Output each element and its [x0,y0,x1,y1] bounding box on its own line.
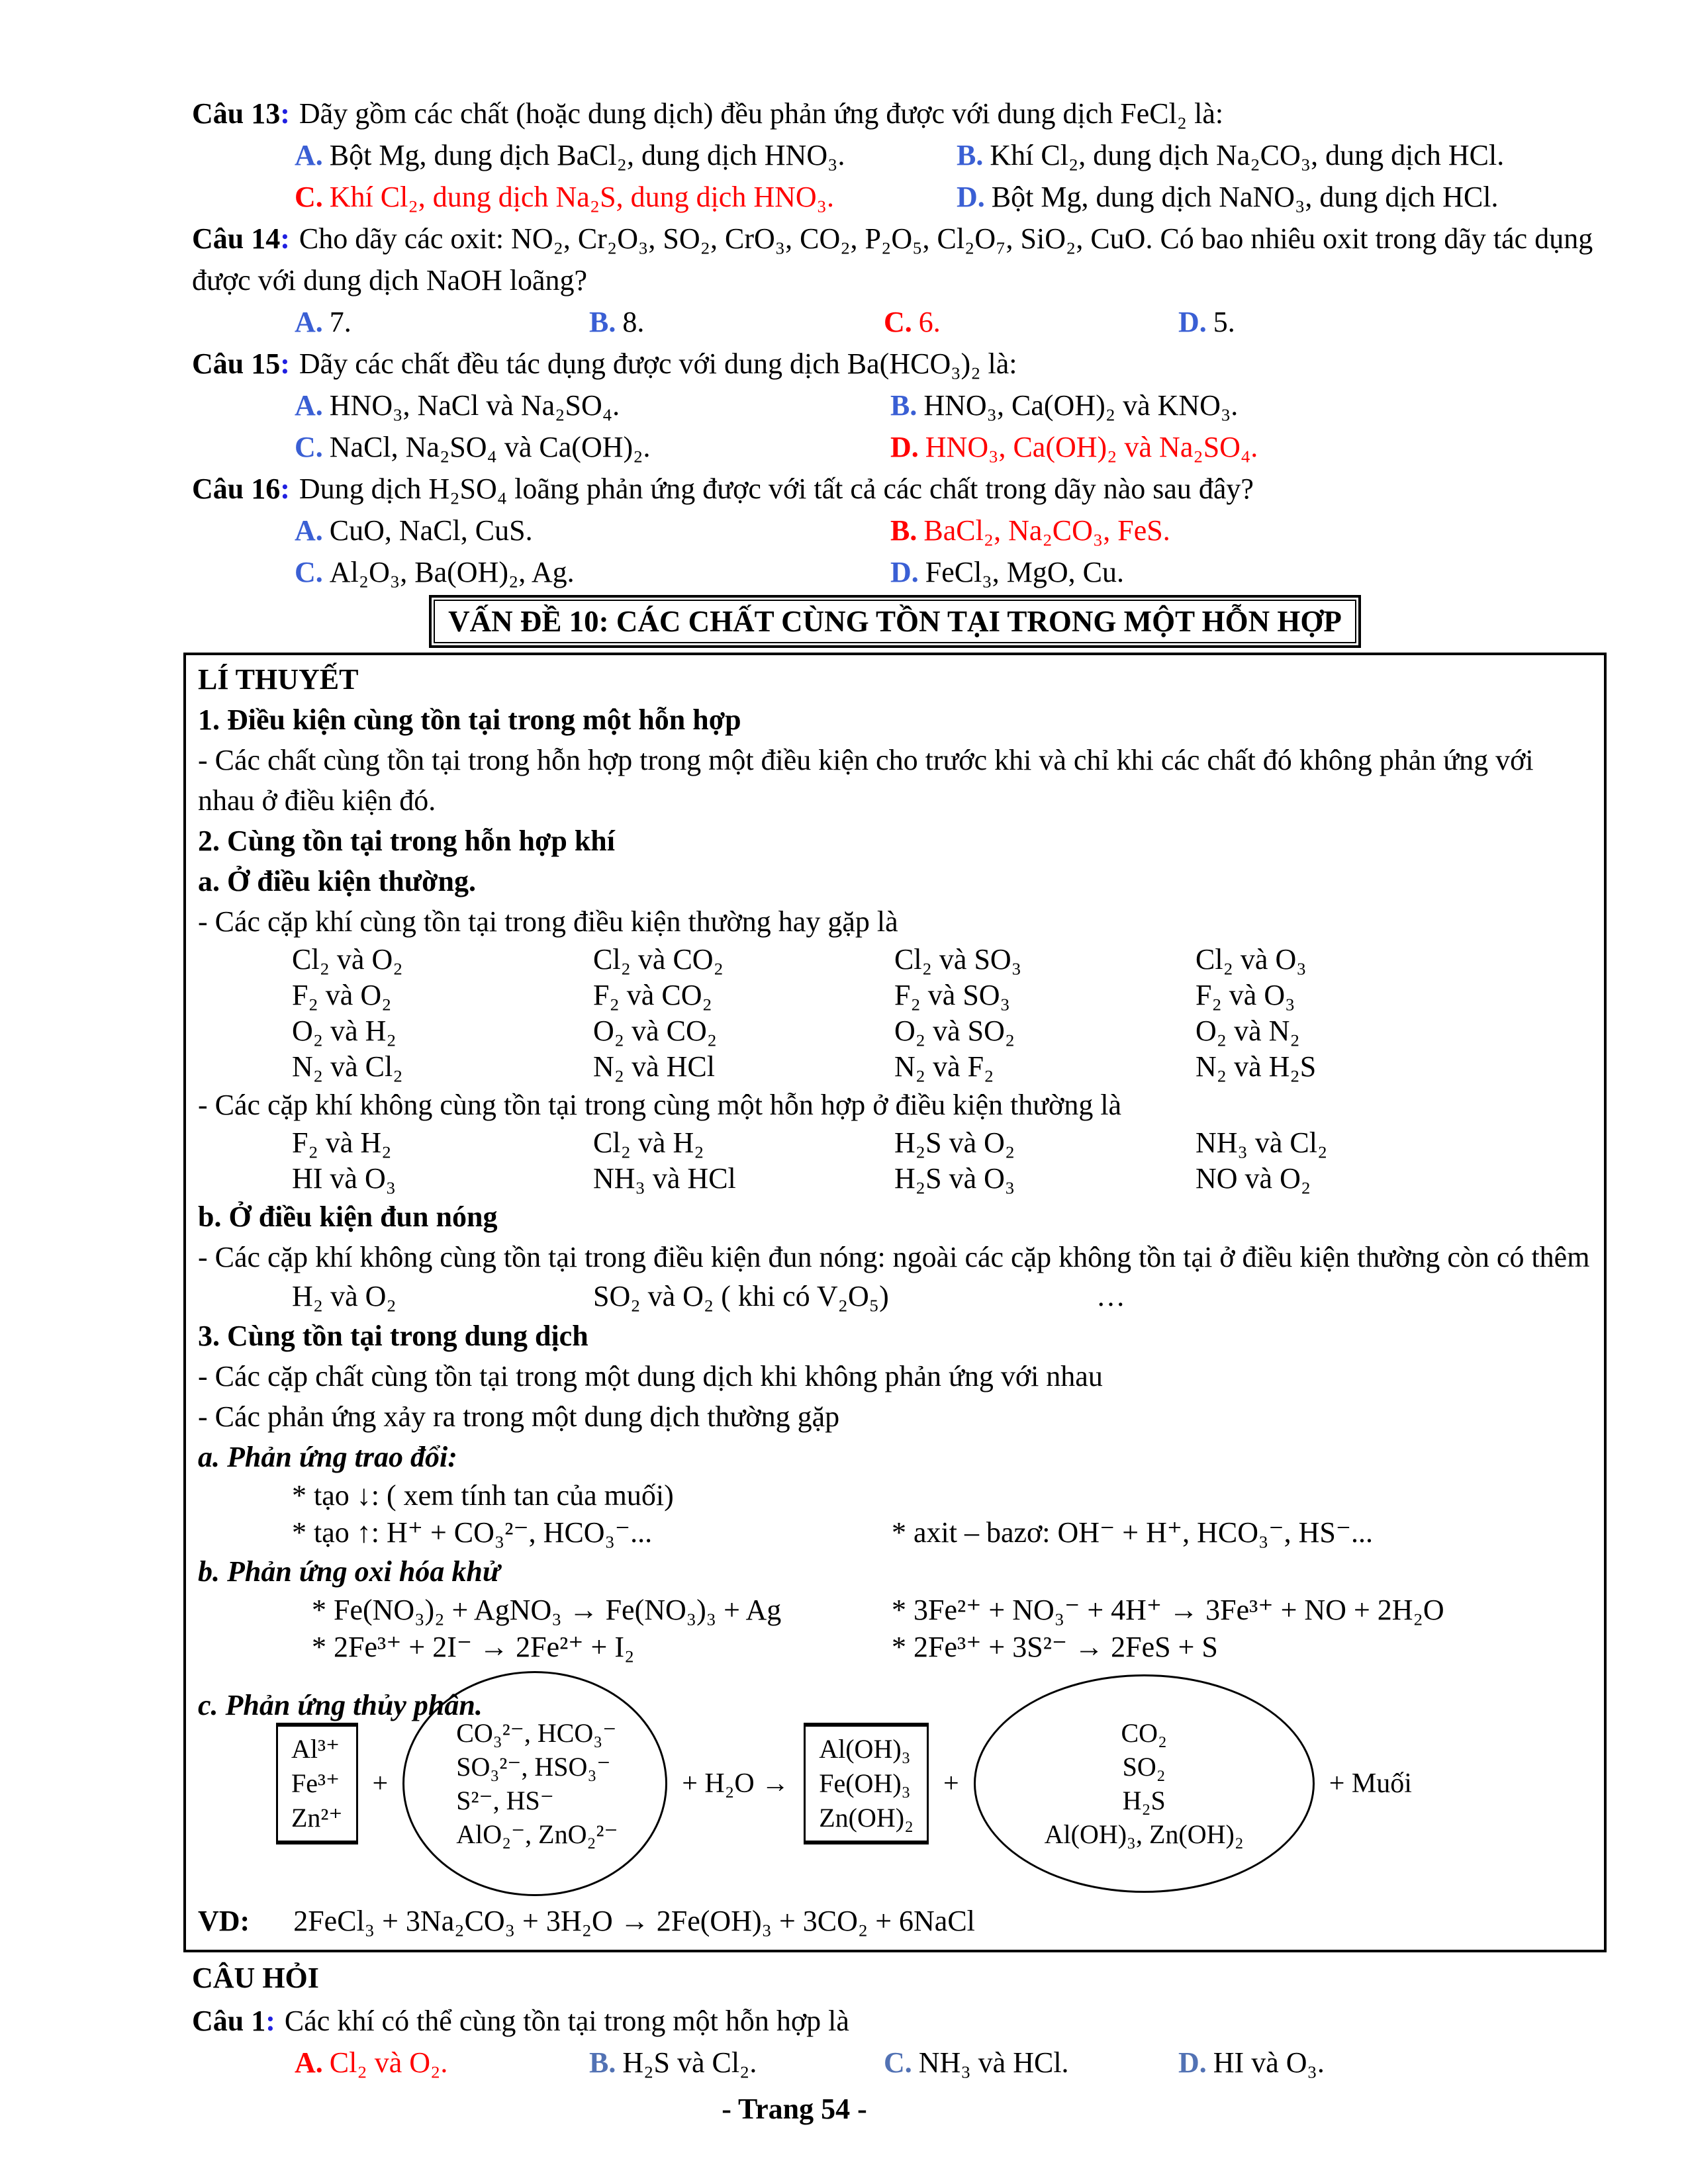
redox-row-2 [198,1629,1592,1666]
option-13-c [295,176,957,218]
theory-paragraph-3a: - Các cặp chất cùng tồn tại trong một dung dịch khi không phản ứng với nhau [198,1360,1103,1392]
theory-paragraph-2c: - Các cặp khí không cùng tồn tại trong điều kiện đun nóng: ngoài các cặp không tồn tại ở điều kiện thường còn có thêm [198,1241,1590,1273]
question-1-label: Câu 1 [192,2005,266,2037]
gas-product: H₂S [1122,1786,1166,1815]
question-15-options-row-2 [192,426,1609,468]
theory-box [183,653,1607,1952]
question-1-text: Các khí có thể cùng tồn tại trong một hỗn hợp là [284,2005,849,2037]
theory-heading-3a: a. Phản ứng trao đổi: [198,1441,457,1473]
question-16 [192,468,1609,593]
theory-paragraph-3b: - Các phản ứng xảy ra trong một dung dịch thường gặp [198,1400,840,1433]
option-14-d-text: 5. [1213,306,1235,338]
question-13-text: Dãy gồm các chất (hoặc dung dịch) đều phản ứng được với dung dịch FeCl₂ là: [299,97,1224,130]
ellipsis: … [1096,1280,1125,1312]
equation: * 2Fe³⁺ + 3S²⁻ → 2FeS + S [892,1631,1218,1663]
theory-heading-1: 1. Điều kiện cùng tồn tại trong một hỗn hợp [198,704,741,736]
option-1-c-text: NH₃ và HCl. [918,2046,1069,2079]
question-13 [192,93,1609,218]
question-14-text: Cho dãy các oxit: NO₂, Cr₂O₃, SO₂, CrO₃, CO₂, P₂O₅, Cl₂O₇, SiO₂, CuO. Có bao nhiêu oxit trong dãy tác dụng được với dung dịch NaOH loãng? [192,222,1593,296]
option-1-d [1178,2042,1609,2083]
option-13-d-text: Bột Mg, dung dịch NaNO₃, dung dịch HCl. [991,181,1499,213]
gas-pair: O₂ và N₂ [1196,1015,1300,1047]
option-1-a-letter: A. [295,2046,323,2079]
gas-product: SO₂ [1122,1752,1166,1782]
question-16-label: Câu 16 [192,473,281,505]
option-14-c-letter: C. [884,306,912,338]
gas-pair: Cl₂ và CO₂ [593,943,724,976]
question-16-options-row-2 [192,551,1609,593]
question-13-line [192,93,1609,134]
theory-heading-2a: a. Ở điều kiện thường. [198,865,476,897]
question-1-colon: : [265,2005,275,2037]
option-15-c-text: NaCl, Na₂SO₄ và Ca(OH)₂. [329,431,651,463]
hydroxide: Zn(OH)₂ [819,1803,914,1833]
example-row [198,1899,1592,1943]
option-13-a-letter: A. [295,139,323,171]
plus-water-arrow: + H₂O → [682,1768,790,1799]
option-14-d [1178,301,1609,343]
option-13-a-text: Bột Mg, dung dịch BaCl₂, dung dịch HNO₃. [329,139,845,171]
gas-pair: NO và O₂ [1196,1162,1311,1195]
option-13-b-text: Khí Cl₂, dung dịch Na₂CO₃, dung dịch HCl. [990,139,1505,171]
gas-pair: H₂S và O₃ [894,1162,1015,1195]
reaction-note: * tạo ↑: H⁺ + CO₃²⁻, HCO₃⁻... [292,1516,653,1549]
option-16-c-text: Al₂O₃, Ba(OH)₂, Ag. [329,556,575,588]
option-14-a [295,301,589,343]
option-16-d-text: FeCl₃, MgO, Cu. [925,556,1124,588]
gas-pair: F₂ và H₂ [292,1126,392,1159]
option-15-b-text: HNO₃, Ca(OH)₂ và KNO₃. [923,389,1239,422]
option-1-c-letter: C. [884,2046,912,2079]
gas-pair: NH₃ và HCl [593,1162,736,1195]
question-16-line [192,468,1609,510]
option-14-c [884,301,1178,343]
reaction-note: * axit – bazơ: OH⁻ + H⁺, HCO₃⁻, HS⁻... [892,1516,1374,1549]
question-13-options-row-2 [192,176,1609,218]
option-15-a-text: HNO₃, NaCl và Na₂SO₄. [329,389,620,422]
equation: * 3Fe²⁺ + NO₃⁻ + 4H⁺ → 3Fe³⁺ + NO + 2H₂O [892,1594,1444,1626]
cation: Al³⁺ [291,1734,340,1764]
option-14-a-text: 7. [329,306,352,338]
gas-pair: Cl₂ và O₃ [1196,943,1307,976]
example-label: VD: [198,1905,250,1937]
gas-pair: NH₃ và Cl₂ [1196,1126,1328,1159]
question-16-text: Dung dịch H₂SO₄ loãng phản ứng được với tất cả các chất trong dãy nào sau đây? [299,473,1254,505]
question-14-label: Câu 14 [192,222,281,255]
gas-pair: H₂ và O₂ [292,1280,397,1312]
theory-paragraph-2a: - Các cặp khí cùng tồn tại trong điều kiện thường hay gặp là [198,905,898,938]
anion-ellipse [402,1671,667,1896]
question-13-colon: : [280,97,290,130]
gas-pair: F₂ và O₃ [1196,979,1295,1011]
option-15-b [890,385,1609,426]
option-15-c [295,426,890,468]
questions-section-title: CÂU HỎI [192,1962,319,1994]
option-15-a [295,385,890,426]
option-16-b-text: BaCl₂, Na₂CO₃, FeS. [923,514,1170,547]
theory-heading-3b: b. Phản ứng oxi hóa khử [198,1555,500,1588]
anion: S²⁻, HS⁻ [456,1786,554,1815]
option-14-b-letter: B. [589,306,616,338]
gas-pair: HI và O₃ [292,1162,397,1195]
option-1-a [295,2042,589,2083]
option-16-a [295,510,890,551]
gas-ok-row-2 [198,978,1592,1013]
gas-pair: H₂S và O₂ [894,1126,1015,1159]
option-15-d-text: HNO₃, Ca(OH)₂ và Na₂SO₄. [925,431,1258,463]
question-16-colon: : [280,473,290,505]
question-13-label: Câu 13 [192,97,281,130]
gas-pair: O₂ và CO₂ [593,1015,718,1047]
hydroxide: Al(OH)₃ [819,1734,911,1764]
option-13-d [957,176,1609,218]
gas-ok-row-3 [198,1013,1592,1049]
option-16-b-letter: B. [890,514,917,547]
gas-ok-row-4 [198,1049,1592,1085]
hydroxide-box [804,1723,929,1844]
theory-paragraph-1: - Các chất cùng tồn tại trong hỗn hợp trong một điều kiện cho trước khi và chỉ khi các chất đó không phản ứng với nhau ở điều kiện đó. [198,744,1534,817]
gas-pair: F₂ và SO₃ [894,979,1010,1011]
plus-sign: + [943,1768,959,1799]
theory-heading-3: 3. Cùng tồn tại trong dung dịch [198,1320,588,1352]
option-16-a-text: CuO, NaCl, CuS. [329,514,533,547]
theory-heading-3c: c. Phản ứng thủy phân. [198,1689,483,1721]
option-15-c-letter: C. [295,431,323,463]
cation-box [276,1723,358,1844]
question-13-options-row-1 [192,134,1609,176]
gas-pair: F₂ và CO₂ [593,979,712,1011]
reaction-note: * tạo ↓: ( xem tính tan của muối) [292,1479,674,1512]
anion: CO₃²⁻, HCO₃⁻ [456,1718,617,1748]
theory-heading-2b: b. Ở điều kiện đun nóng [198,1201,498,1233]
option-1-d-letter: D. [1178,2046,1207,2079]
option-1-b-text: H₂S và Cl₂. [622,2046,757,2079]
gas-pair: Cl₂ và O₂ [292,943,403,976]
option-14-c-text: 6. [918,306,941,338]
question-15-line [192,343,1609,385]
question-15-options-row-1 [192,385,1609,426]
option-1-a-text: Cl₂ và O₂. [329,2046,448,2079]
question-16-options-row-1 [192,510,1609,551]
option-14-d-letter: D. [1178,306,1207,338]
question-15 [192,343,1609,468]
question-1 [192,2000,1609,2083]
gas-pair: F₂ và O₂ [292,979,392,1011]
question-1-options-row [192,2042,1609,2083]
cation: Zn²⁺ [291,1803,343,1833]
option-16-d [890,551,1609,593]
gas-pair: N₂ và F₂ [894,1050,994,1083]
option-1-d-text: HI và O₃. [1213,2046,1325,2079]
gas-pair: N₂ và H₂S [1196,1050,1317,1083]
hydrolysis-diagram [198,1668,1592,1897]
question-15-text: Dãy các chất đều tác dụng được với dung dịch Ba(HCO₃)₂ là: [299,347,1017,380]
option-16-b [890,510,1609,551]
gas-product: Al(OH)₃, Zn(OH)₂ [1044,1819,1244,1849]
anion: AlO₂⁻, ZnO₂²⁻ [456,1819,618,1849]
section-10-wrap [183,600,1607,1952]
option-16-c-letter: C. [295,556,323,588]
option-14-a-letter: A. [295,306,323,338]
option-15-d [890,426,1609,468]
theory-heading-2: 2. Cùng tồn tại trong hỗn hợp khí [198,825,615,857]
spacer [892,1477,1592,1514]
trao-doi-row-2 [198,1514,1592,1551]
section-title: VẤN ĐỀ 10: CÁC CHẤT CÙNG TỒN TẠI TRONG MỘT HỖN HỢP [434,600,1356,643]
option-1-b [589,2042,884,2083]
gas-product: CO₂ [1121,1718,1167,1748]
redox-row-1 [198,1592,1592,1629]
gas-product-ellipse [974,1674,1315,1893]
option-15-a-letter: A. [295,389,323,422]
question-15-colon: : [280,347,290,380]
gas-pair: SO₂ và O₂ ( khi có V₂O₅) [593,1280,889,1312]
trao-doi-row-1 [198,1477,1592,1514]
plus-sign: + [372,1768,389,1799]
theory-title: LÍ THUYẾT [198,663,359,696]
example-equation: 2FeCl₃ + 3Na₂CO₃ + 3H₂O → 2Fe(OH)₃ + 3CO₂ + 6NaCl [293,1905,975,1937]
option-13-c-text: Khí Cl₂, dung dịch Na₂S, dung dịch HNO₃. [329,181,834,213]
option-14-b [589,301,884,343]
option-16-c [295,551,890,593]
option-15-d-letter: D. [890,431,919,463]
question-1-line [192,2000,1609,2042]
option-13-b-letter: B. [957,139,984,171]
option-13-a [295,134,957,176]
gas-no-row-2 [198,1161,1592,1197]
option-1-b-letter: B. [589,2046,616,2079]
gas-pair: Cl₂ và H₂ [593,1126,704,1159]
option-14-b-text: 8. [622,306,645,338]
option-13-c-letter: C. [295,181,323,213]
option-1-c [884,2042,1178,2083]
gas-ok-row-1 [198,942,1592,978]
question-14-options-row [192,301,1609,343]
gas-pair: N₂ và Cl₂ [292,1050,403,1083]
equation: * Fe(NO₃)₂ + AgNO₃ → Fe(NO₃)₃ + Ag [312,1594,782,1626]
plus-salt: + Muối [1329,1768,1412,1799]
gas-pair: O₂ và SO₂ [894,1015,1015,1047]
hydrolysis-diagram-row [276,1671,1412,1896]
equation: * 2Fe³⁺ + 2I⁻ → 2Fe²⁺ + I₂ [312,1631,635,1663]
question-15-label: Câu 15 [192,347,281,380]
option-16-a-letter: A. [295,514,323,547]
option-13-b [957,134,1609,176]
question-14-colon: : [280,222,290,255]
gas-pair: O₂ và H₂ [292,1015,397,1047]
gas-pair: N₂ và HCl [593,1050,715,1083]
page-number: - Trang 54 - [722,2093,867,2125]
anion: SO₃²⁻, HSO₃⁻ [456,1752,611,1782]
cation: Fe³⁺ [291,1768,340,1798]
theory-paragraph-2b: - Các cặp khí không cùng tồn tại trong cùng một hỗn hợp ở điều kiện thường là [198,1089,1122,1121]
question-14-line [192,218,1609,301]
option-13-d-letter: D. [957,181,985,213]
gas-pair: Cl₂ và SO₃ [894,943,1022,976]
hydroxide: Fe(OH)₃ [819,1768,911,1798]
question-14 [192,218,1609,343]
option-15-b-letter: B. [890,389,917,422]
gas-hot-row [198,1277,1592,1316]
gas-no-row-1 [198,1125,1592,1161]
option-16-d-letter: D. [890,556,919,588]
